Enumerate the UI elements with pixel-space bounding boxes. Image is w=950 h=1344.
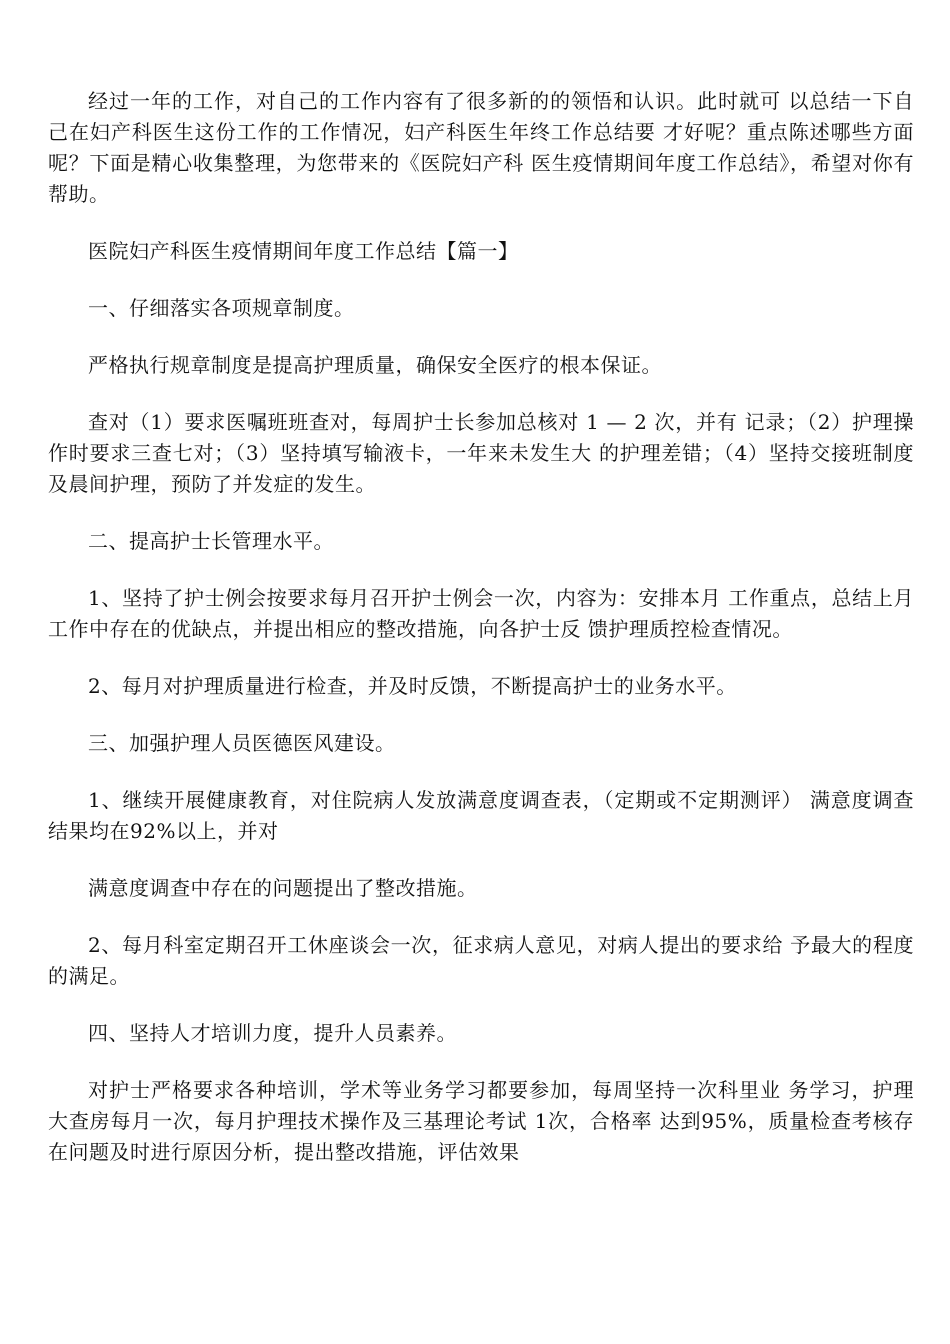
section-title-part-one: 医院妇产科医生疫情期间年度工作总结【篇一】 (88, 239, 519, 263)
paragraph-satisfaction-measures: 满意度调查中存在的问题提出了整改措施。 (88, 876, 478, 900)
paragraph-nurse-meeting: 1、坚持了护士例会按要求每月召开护士例会一次，内容为：安排本月 工作重点，总结上月工作中存在的优缺点，并提出相应的整改措施，向各护士反 馈护理质控检查情况。 (48, 586, 914, 641)
heading-ethics: 三、加强护理人员医德医风建设。 (88, 731, 396, 755)
heading-regulations: 一、仔细落实各项规章制度。 (88, 296, 355, 320)
paragraph-regulations: 严格执行规章制度是提高护理质量，确保安全医疗的根本保证。 (88, 353, 662, 377)
paragraph-quality-check: 2、每月对护理质量进行检查，并及时反馈，不断提高护士的业务水平。 (88, 674, 737, 698)
paragraph-patient-meeting: 2、每月科室定期召开工休座谈会一次，征求病人意见，对病人提出的要求给 予最大的程度的满足。 (48, 933, 914, 988)
heading-management: 二、提高护士长管理水平。 (88, 529, 334, 553)
heading-training: 四、坚持人才培训力度，提升人员素养。 (88, 1021, 457, 1045)
paragraph-verification: 查对（1）要求医嘱班班查对，每周护士长参加总核对 1 — 2 次，并有 记录；（2）护理操作时要求三查七对；（3）坚持填写输液卡，一年来未发生大 的护理差错；（4）坚持交接班制度及晨间护理，预防了并发症的发生。 (48, 410, 914, 496)
paragraph-training: 对护士严格要求各种培训，学术等业务学习都要参加，每周坚持一次科里业 务学习，护理大查房每月一次，每月护理技术操作及三基理论考试 1次，合格率 达到95%，质量检查考核存在问题及时进行原因分析，提出整改措施，评估效果 (48, 1078, 914, 1164)
intro-paragraph: 经过一年的工作，对自己的工作内容有了很多新的的领悟和认识。此时就可 以总结一下自己在妇产科医生这份工作的工作情况，妇产科医生年终工作总结要 才好呢？重点陈述哪些方面呢？下面是精心收集整理，为您带来的《医院妇产科 医生疫情期间年度工作总结》，希望对你有帮助。 (48, 89, 914, 206)
paragraph-health-education: 1、继续开展健康教育，对住院病人发放满意度调查表，（定期或不定期测评） 满意度调查结果均在92%以上，并对 (48, 788, 914, 843)
